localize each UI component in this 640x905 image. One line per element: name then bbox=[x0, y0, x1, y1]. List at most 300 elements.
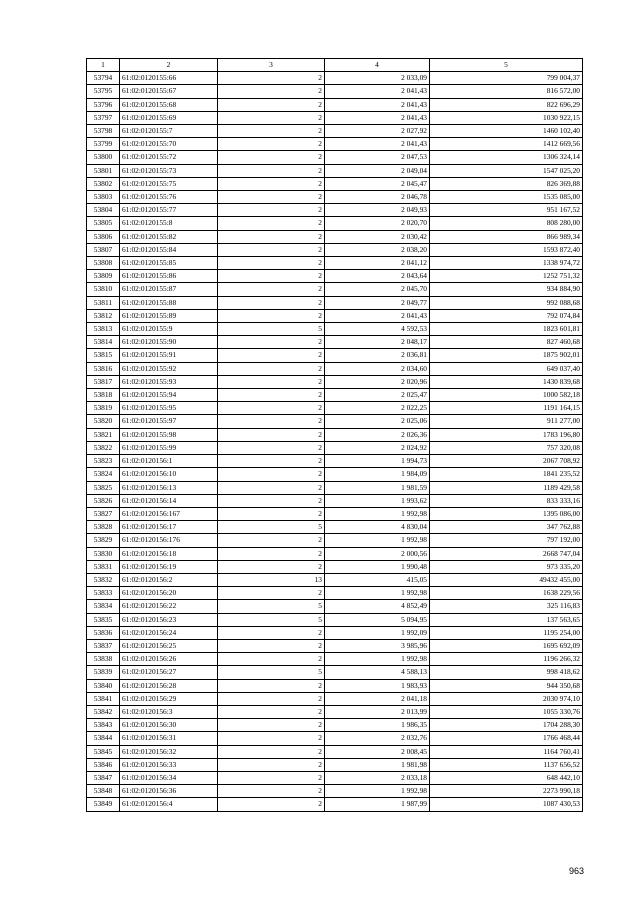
area-cell: 1 992,98 bbox=[325, 653, 430, 666]
area-cell: 2 041,43 bbox=[325, 85, 430, 98]
row-number-cell: 53848 bbox=[87, 785, 120, 798]
area-cell: 2 041,43 bbox=[325, 138, 430, 151]
area-cell: 1 992,98 bbox=[325, 785, 430, 798]
count-cell: 2 bbox=[218, 257, 325, 270]
table-row bbox=[87, 573, 583, 586]
row-number-cell: 53835 bbox=[87, 613, 120, 626]
count-cell: 2 bbox=[218, 283, 325, 296]
cadastral-number-cell: 61:02:0120156:13 bbox=[120, 481, 218, 494]
table-row bbox=[87, 270, 583, 283]
table-row bbox=[87, 719, 583, 732]
table-row bbox=[87, 587, 583, 600]
row-number-cell: 53802 bbox=[87, 177, 120, 190]
count-cell: 2 bbox=[218, 428, 325, 441]
cadastral-number-cell: 61:02:0120156:17 bbox=[120, 521, 218, 534]
cadastral-number-cell: 61:02:0120155:68 bbox=[120, 98, 218, 111]
cadastral-number-cell: 61:02:0120156:36 bbox=[120, 785, 218, 798]
count-cell: 2 bbox=[218, 217, 325, 230]
cadastral-number-cell: 61:02:0120155:7 bbox=[120, 125, 218, 138]
row-number-cell: 53833 bbox=[87, 587, 120, 600]
column-header-5: 5 bbox=[430, 59, 583, 72]
row-number-cell: 53817 bbox=[87, 375, 120, 388]
value-cell: 1195 254,00 bbox=[430, 626, 583, 639]
value-cell: 347 762,88 bbox=[430, 521, 583, 534]
count-cell: 2 bbox=[218, 230, 325, 243]
count-cell: 2 bbox=[218, 468, 325, 481]
row-number-cell: 53842 bbox=[87, 705, 120, 718]
value-cell: 1430 839,68 bbox=[430, 375, 583, 388]
value-cell: 1087 430,53 bbox=[430, 798, 583, 811]
row-number-cell: 53828 bbox=[87, 521, 120, 534]
count-cell: 5 bbox=[218, 666, 325, 679]
count-cell: 5 bbox=[218, 600, 325, 613]
count-cell: 2 bbox=[218, 151, 325, 164]
table-row bbox=[87, 362, 583, 375]
row-number-cell: 53797 bbox=[87, 111, 120, 124]
count-cell: 2 bbox=[218, 402, 325, 415]
row-number-cell: 53806 bbox=[87, 230, 120, 243]
column-header-1: 1 bbox=[87, 59, 120, 72]
cadastral-number-cell: 61:02:0120156:28 bbox=[120, 679, 218, 692]
row-number-cell: 53832 bbox=[87, 573, 120, 586]
area-cell: 1 992,98 bbox=[325, 507, 430, 520]
value-cell: 797 192,00 bbox=[430, 534, 583, 547]
table-row bbox=[87, 705, 583, 718]
row-number-cell: 53816 bbox=[87, 362, 120, 375]
table-row bbox=[87, 455, 583, 468]
area-cell: 2 020,96 bbox=[325, 375, 430, 388]
cadastral-number-cell: 61:02:0120155:75 bbox=[120, 177, 218, 190]
count-cell: 2 bbox=[218, 441, 325, 454]
count-cell: 2 bbox=[218, 653, 325, 666]
row-number-cell: 53810 bbox=[87, 283, 120, 296]
row-number-cell: 53846 bbox=[87, 758, 120, 771]
table-row bbox=[87, 613, 583, 626]
cadastral-number-cell: 61:02:0120156:19 bbox=[120, 560, 218, 573]
value-cell: 951 167,52 bbox=[430, 204, 583, 217]
area-cell: 2 049,77 bbox=[325, 296, 430, 309]
count-cell: 2 bbox=[218, 270, 325, 283]
table-row bbox=[87, 98, 583, 111]
table-row bbox=[87, 151, 583, 164]
count-cell: 2 bbox=[218, 98, 325, 111]
cadastral-number-cell: 61:02:0120156:29 bbox=[120, 692, 218, 705]
count-cell: 2 bbox=[218, 587, 325, 600]
cadastral-number-cell: 61:02:0120156:1 bbox=[120, 455, 218, 468]
value-cell: 1875 902,01 bbox=[430, 349, 583, 362]
area-cell: 2 049,93 bbox=[325, 204, 430, 217]
row-number-cell: 53804 bbox=[87, 204, 120, 217]
row-number-cell: 53830 bbox=[87, 547, 120, 560]
row-number-cell: 53805 bbox=[87, 217, 120, 230]
value-cell: 992 088,68 bbox=[430, 296, 583, 309]
cadastral-number-cell: 61:02:0120155:99 bbox=[120, 441, 218, 454]
value-cell: 2668 747,04 bbox=[430, 547, 583, 560]
row-number-cell: 53844 bbox=[87, 732, 120, 745]
column-header-4: 4 bbox=[325, 59, 430, 72]
count-cell: 2 bbox=[218, 534, 325, 547]
value-cell: 649 037,40 bbox=[430, 362, 583, 375]
area-cell: 2 038,20 bbox=[325, 243, 430, 256]
column-header-2: 2 bbox=[120, 59, 218, 72]
value-cell: 1196 266,32 bbox=[430, 653, 583, 666]
table-row bbox=[87, 111, 583, 124]
count-cell: 2 bbox=[218, 72, 325, 85]
count-cell: 2 bbox=[218, 243, 325, 256]
table-row bbox=[87, 138, 583, 151]
table-row bbox=[87, 257, 583, 270]
area-cell: 1 992,09 bbox=[325, 626, 430, 639]
cadastral-number-cell: 61:02:0120155:9 bbox=[120, 323, 218, 336]
cadastral-number-cell: 61:02:0120156:23 bbox=[120, 613, 218, 626]
area-cell: 1 981,98 bbox=[325, 758, 430, 771]
value-cell: 827 460,68 bbox=[430, 336, 583, 349]
table-row bbox=[87, 441, 583, 454]
area-cell: 2 046,78 bbox=[325, 191, 430, 204]
row-number-cell: 53808 bbox=[87, 257, 120, 270]
table-row bbox=[87, 349, 583, 362]
area-cell: 2 043,64 bbox=[325, 270, 430, 283]
cadastral-number-cell: 61:02:0120156:10 bbox=[120, 468, 218, 481]
row-number-cell: 53823 bbox=[87, 455, 120, 468]
cadastral-number-cell: 61:02:0120156:31 bbox=[120, 732, 218, 745]
value-cell: 1137 656,52 bbox=[430, 758, 583, 771]
area-cell: 1 984,09 bbox=[325, 468, 430, 481]
cadastral-number-cell: 61:02:0120155:76 bbox=[120, 191, 218, 204]
table-row bbox=[87, 785, 583, 798]
cadastral-number-cell: 61:02:0120155:94 bbox=[120, 389, 218, 402]
table-row bbox=[87, 428, 583, 441]
value-cell: 2067 708,92 bbox=[430, 455, 583, 468]
row-number-cell: 53800 bbox=[87, 151, 120, 164]
cadastral-number-cell: 61:02:0120156:34 bbox=[120, 771, 218, 784]
cadastral-number-cell: 61:02:0120155:69 bbox=[120, 111, 218, 124]
table-row bbox=[87, 177, 583, 190]
value-cell: 1164 760,41 bbox=[430, 745, 583, 758]
area-cell: 415,05 bbox=[325, 573, 430, 586]
table-row bbox=[87, 507, 583, 520]
count-cell: 2 bbox=[218, 745, 325, 758]
cadastral-number-cell: 61:02:0120155:98 bbox=[120, 428, 218, 441]
area-cell: 1 990,48 bbox=[325, 560, 430, 573]
count-cell: 2 bbox=[218, 85, 325, 98]
value-cell: 1030 922,15 bbox=[430, 111, 583, 124]
table-row bbox=[87, 375, 583, 388]
count-cell: 2 bbox=[218, 138, 325, 151]
cadastral-number-cell: 61:02:0120156:20 bbox=[120, 587, 218, 600]
cadastral-number-cell: 61:02:0120155:84 bbox=[120, 243, 218, 256]
row-number-cell: 53794 bbox=[87, 72, 120, 85]
count-cell: 2 bbox=[218, 336, 325, 349]
count-cell: 2 bbox=[218, 389, 325, 402]
area-cell: 2 013,99 bbox=[325, 705, 430, 718]
value-cell: 1593 872,40 bbox=[430, 243, 583, 256]
table-row bbox=[87, 230, 583, 243]
row-number-cell: 53836 bbox=[87, 626, 120, 639]
table-row bbox=[87, 600, 583, 613]
count-cell: 5 bbox=[218, 323, 325, 336]
cadastral-value-table bbox=[86, 58, 583, 812]
cadastral-number-cell: 61:02:0120155:93 bbox=[120, 375, 218, 388]
cadastral-number-cell: 61:02:0120155:66 bbox=[120, 72, 218, 85]
value-cell: 1638 229,56 bbox=[430, 587, 583, 600]
area-cell: 2 022,25 bbox=[325, 402, 430, 415]
row-number-cell: 53838 bbox=[87, 653, 120, 666]
value-cell: 822 696,29 bbox=[430, 98, 583, 111]
area-cell: 1 987,99 bbox=[325, 798, 430, 811]
value-cell: 1704 288,30 bbox=[430, 719, 583, 732]
count-cell: 2 bbox=[218, 639, 325, 652]
row-number-cell: 53807 bbox=[87, 243, 120, 256]
count-cell: 2 bbox=[218, 798, 325, 811]
value-cell: 1783 196,80 bbox=[430, 428, 583, 441]
value-cell: 49432 455,00 bbox=[430, 573, 583, 586]
value-cell: 1306 324,14 bbox=[430, 151, 583, 164]
value-cell: 944 350,68 bbox=[430, 679, 583, 692]
area-cell: 4 830,04 bbox=[325, 521, 430, 534]
value-cell: 1535 085,00 bbox=[430, 191, 583, 204]
area-cell: 4 588,13 bbox=[325, 666, 430, 679]
table-row bbox=[87, 771, 583, 784]
count-cell: 2 bbox=[218, 732, 325, 745]
area-cell: 2 041,12 bbox=[325, 257, 430, 270]
value-cell: 1191 164,15 bbox=[430, 402, 583, 415]
area-cell: 5 094,95 bbox=[325, 613, 430, 626]
area-cell: 2 041,43 bbox=[325, 309, 430, 322]
area-cell: 2 025,06 bbox=[325, 415, 430, 428]
cadastral-number-cell: 61:02:0120156:4 bbox=[120, 798, 218, 811]
area-cell: 2 033,18 bbox=[325, 771, 430, 784]
row-number-cell: 53824 bbox=[87, 468, 120, 481]
cadastral-number-cell: 61:02:0120155:73 bbox=[120, 164, 218, 177]
table-row bbox=[87, 521, 583, 534]
cadastral-number-cell: 61:02:0120155:91 bbox=[120, 349, 218, 362]
area-cell: 2 000,56 bbox=[325, 547, 430, 560]
table-row bbox=[87, 481, 583, 494]
value-cell: 1055 330,76 bbox=[430, 705, 583, 718]
value-cell: 973 335,20 bbox=[430, 560, 583, 573]
count-cell: 2 bbox=[218, 177, 325, 190]
value-cell: 998 418,62 bbox=[430, 666, 583, 679]
row-number-cell: 53814 bbox=[87, 336, 120, 349]
table-header-row bbox=[87, 59, 583, 72]
table-row bbox=[87, 389, 583, 402]
value-cell: 808 280,00 bbox=[430, 217, 583, 230]
count-cell: 2 bbox=[218, 362, 325, 375]
row-number-cell: 53813 bbox=[87, 323, 120, 336]
area-cell: 2 036,81 bbox=[325, 349, 430, 362]
table-row bbox=[87, 296, 583, 309]
area-cell: 2 032,76 bbox=[325, 732, 430, 745]
area-cell: 4 852,49 bbox=[325, 600, 430, 613]
table-row bbox=[87, 692, 583, 705]
row-number-cell: 53821 bbox=[87, 428, 120, 441]
count-cell: 2 bbox=[218, 125, 325, 138]
cadastral-number-cell: 61:02:0120155:82 bbox=[120, 230, 218, 243]
row-number-cell: 53822 bbox=[87, 441, 120, 454]
cadastral-number-cell: 61:02:0120156:33 bbox=[120, 758, 218, 771]
count-cell: 13 bbox=[218, 573, 325, 586]
cadastral-number-cell: 61:02:0120155:88 bbox=[120, 296, 218, 309]
area-cell: 1 981,59 bbox=[325, 481, 430, 494]
area-cell: 2 020,70 bbox=[325, 217, 430, 230]
count-cell: 2 bbox=[218, 494, 325, 507]
row-number-cell: 53829 bbox=[87, 534, 120, 547]
row-number-cell: 53826 bbox=[87, 494, 120, 507]
value-cell: 325 116,83 bbox=[430, 600, 583, 613]
count-cell: 2 bbox=[218, 719, 325, 732]
table-row bbox=[87, 283, 583, 296]
table-row bbox=[87, 204, 583, 217]
value-cell: 648 442,10 bbox=[430, 771, 583, 784]
row-number-cell: 53796 bbox=[87, 98, 120, 111]
row-number-cell: 53820 bbox=[87, 415, 120, 428]
value-cell: 1000 582,18 bbox=[430, 389, 583, 402]
table-row bbox=[87, 85, 583, 98]
row-number-cell: 53819 bbox=[87, 402, 120, 415]
table-row bbox=[87, 309, 583, 322]
row-number-cell: 53812 bbox=[87, 309, 120, 322]
table-row bbox=[87, 164, 583, 177]
area-cell: 2 041,43 bbox=[325, 111, 430, 124]
cadastral-number-cell: 61:02:0120155:8 bbox=[120, 217, 218, 230]
value-cell: 792 074,84 bbox=[430, 309, 583, 322]
count-cell: 2 bbox=[218, 349, 325, 362]
count-cell: 2 bbox=[218, 309, 325, 322]
count-cell: 2 bbox=[218, 455, 325, 468]
value-cell: 1412 669,56 bbox=[430, 138, 583, 151]
value-cell: 1547 025,20 bbox=[430, 164, 583, 177]
count-cell: 2 bbox=[218, 679, 325, 692]
count-cell: 2 bbox=[218, 507, 325, 520]
count-cell: 2 bbox=[218, 415, 325, 428]
value-cell: 1841 235,52 bbox=[430, 468, 583, 481]
row-number-cell: 53831 bbox=[87, 560, 120, 573]
area-cell: 2 033,09 bbox=[325, 72, 430, 85]
table-row bbox=[87, 217, 583, 230]
area-cell: 2 026,36 bbox=[325, 428, 430, 441]
count-cell: 2 bbox=[218, 547, 325, 560]
table-row bbox=[87, 547, 583, 560]
area-cell: 2 045,47 bbox=[325, 177, 430, 190]
cadastral-number-cell: 61:02:0120155:86 bbox=[120, 270, 218, 283]
value-cell: 911 277,00 bbox=[430, 415, 583, 428]
row-number-cell: 53849 bbox=[87, 798, 120, 811]
cadastral-number-cell: 61:02:0120156:14 bbox=[120, 494, 218, 507]
area-cell: 2 008,45 bbox=[325, 745, 430, 758]
cadastral-number-cell: 61:02:0120155:70 bbox=[120, 138, 218, 151]
table-row bbox=[87, 402, 583, 415]
value-cell: 1766 468,44 bbox=[430, 732, 583, 745]
count-cell: 2 bbox=[218, 692, 325, 705]
area-cell: 1 994,73 bbox=[325, 455, 430, 468]
value-cell: 137 563,65 bbox=[430, 613, 583, 626]
area-cell: 2 045,70 bbox=[325, 283, 430, 296]
cadastral-number-cell: 61:02:0120156:18 bbox=[120, 547, 218, 560]
row-number-cell: 53843 bbox=[87, 719, 120, 732]
value-cell: 1695 692,09 bbox=[430, 639, 583, 652]
count-cell: 2 bbox=[218, 375, 325, 388]
count-cell: 2 bbox=[218, 560, 325, 573]
table-row bbox=[87, 745, 583, 758]
row-number-cell: 53801 bbox=[87, 164, 120, 177]
table-body bbox=[87, 72, 583, 811]
count-cell: 2 bbox=[218, 296, 325, 309]
count-cell: 2 bbox=[218, 785, 325, 798]
row-number-cell: 53825 bbox=[87, 481, 120, 494]
table-row bbox=[87, 666, 583, 679]
area-cell: 2 047,53 bbox=[325, 151, 430, 164]
row-number-cell: 53795 bbox=[87, 85, 120, 98]
area-cell: 2 041,18 bbox=[325, 692, 430, 705]
count-cell: 2 bbox=[218, 191, 325, 204]
area-cell: 2 049,04 bbox=[325, 164, 430, 177]
cadastral-number-cell: 61:02:0120156:30 bbox=[120, 719, 218, 732]
table-row bbox=[87, 732, 583, 745]
area-cell: 4 592,53 bbox=[325, 323, 430, 336]
cadastral-number-cell: 61:02:0120155:89 bbox=[120, 309, 218, 322]
cadastral-number-cell: 61:02:0120156:2 bbox=[120, 573, 218, 586]
row-number-cell: 53847 bbox=[87, 771, 120, 784]
row-number-cell: 53837 bbox=[87, 639, 120, 652]
table-row bbox=[87, 653, 583, 666]
row-number-cell: 53834 bbox=[87, 600, 120, 613]
table-row bbox=[87, 626, 583, 639]
value-cell: 816 572,00 bbox=[430, 85, 583, 98]
cadastral-number-cell: 61:02:0120156:26 bbox=[120, 653, 218, 666]
table-row bbox=[87, 798, 583, 811]
area-cell: 1 986,35 bbox=[325, 719, 430, 732]
cadastral-number-cell: 61:02:0120156:176 bbox=[120, 534, 218, 547]
row-number-cell: 53803 bbox=[87, 191, 120, 204]
row-number-cell: 53845 bbox=[87, 745, 120, 758]
column-header-3: 3 bbox=[218, 59, 325, 72]
cadastral-number-cell: 61:02:0120156:167 bbox=[120, 507, 218, 520]
row-number-cell: 53840 bbox=[87, 679, 120, 692]
table-row bbox=[87, 639, 583, 652]
value-cell: 1189 429,58 bbox=[430, 481, 583, 494]
table-row bbox=[87, 494, 583, 507]
cadastral-number-cell: 61:02:0120155:72 bbox=[120, 151, 218, 164]
cadastral-number-cell: 61:02:0120156:25 bbox=[120, 639, 218, 652]
value-cell: 1252 751,32 bbox=[430, 270, 583, 283]
count-cell: 2 bbox=[218, 164, 325, 177]
row-number-cell: 53809 bbox=[87, 270, 120, 283]
table-row bbox=[87, 534, 583, 547]
area-cell: 3 985,96 bbox=[325, 639, 430, 652]
count-cell: 2 bbox=[218, 626, 325, 639]
value-cell: 826 369,88 bbox=[430, 177, 583, 190]
count-cell: 2 bbox=[218, 481, 325, 494]
row-number-cell: 53798 bbox=[87, 125, 120, 138]
table-row bbox=[87, 336, 583, 349]
row-number-cell: 53818 bbox=[87, 389, 120, 402]
cadastral-number-cell: 61:02:0120155:85 bbox=[120, 257, 218, 270]
value-cell: 866 989,34 bbox=[430, 230, 583, 243]
table-row bbox=[87, 758, 583, 771]
area-cell: 2 025,47 bbox=[325, 389, 430, 402]
table-row bbox=[87, 468, 583, 481]
area-cell: 2 034,60 bbox=[325, 362, 430, 375]
cadastral-number-cell: 61:02:0120156:32 bbox=[120, 745, 218, 758]
table-row bbox=[87, 679, 583, 692]
cadastral-number-cell: 61:02:0120155:95 bbox=[120, 402, 218, 415]
cadastral-number-cell: 61:02:0120156:22 bbox=[120, 600, 218, 613]
count-cell: 5 bbox=[218, 521, 325, 534]
table-row bbox=[87, 191, 583, 204]
table-row bbox=[87, 323, 583, 336]
value-cell: 934 884,90 bbox=[430, 283, 583, 296]
